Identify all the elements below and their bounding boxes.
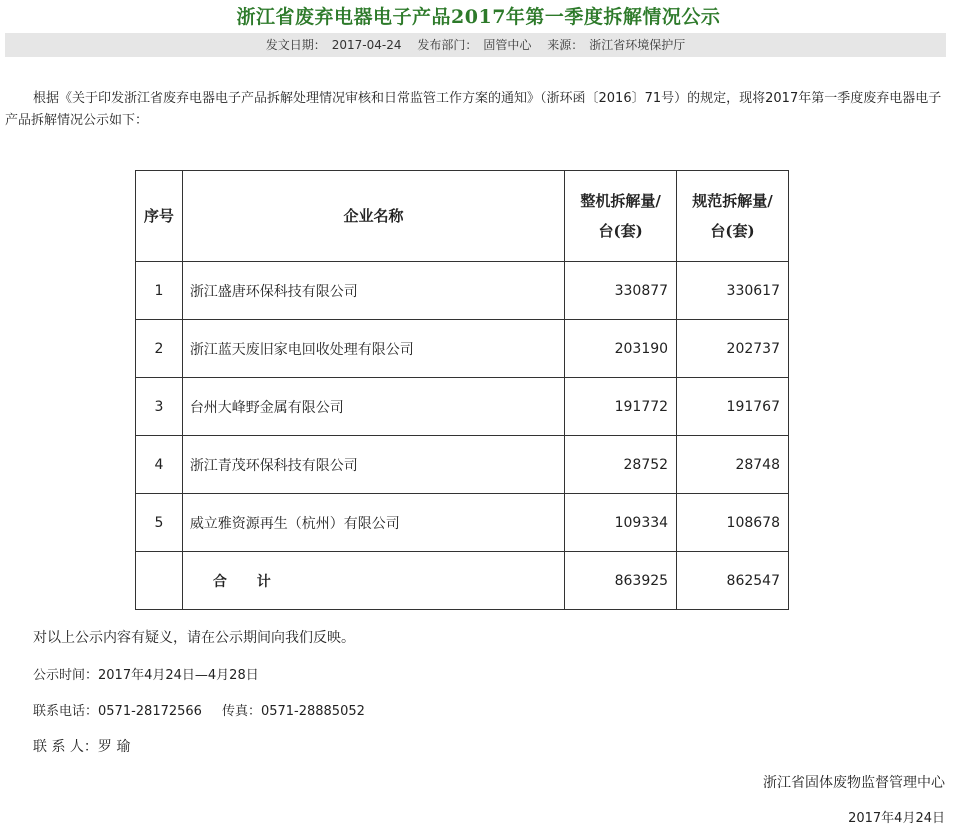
- header-company: 企业名称: [182, 171, 564, 262]
- dismantling-table: [135, 170, 789, 610]
- meta-bar: [5, 33, 946, 57]
- intro-paragraph: 根据《关于印发浙江省废弃电器电子产品拆解处理情况审核和日常监管工作方案的通知》（浙环函〔2016〕71号）的规定，现将2017年第一季度废弃电器电子产品拆解情况公示如下：: [5, 91, 942, 128]
- source: [544, 38, 688, 52]
- publish-date: [263, 38, 405, 52]
- department-label: 发布部门：: [417, 38, 478, 52]
- header-standard-line2: 台(套): [710, 222, 755, 240]
- row-standard: 108678: [677, 494, 789, 552]
- row-index: 4: [136, 436, 183, 494]
- page-title: 浙江省废弃电器电子产品2017年第一季度拆解情况公示: [236, 6, 721, 28]
- phone: 联系电话：0571-28172566: [33, 704, 202, 719]
- row-company: 浙江蓝天废旧家电回收处理有限公司: [182, 320, 564, 378]
- header-dismantled: [565, 171, 677, 262]
- row-index: 1: [136, 262, 183, 320]
- row-company: 浙江青茂环保科技有限公司: [182, 436, 564, 494]
- contact-person: 联 系 人：罗 瑜: [33, 739, 131, 755]
- source-value: 浙江省环境保护厅: [589, 38, 686, 52]
- total-label: 合计: [182, 552, 564, 610]
- contact-line: [33, 700, 365, 719]
- source-label: 来源：: [547, 38, 584, 52]
- row-standard: 28748: [677, 436, 789, 494]
- department-value: 固管中心: [483, 38, 532, 52]
- table-row: [136, 494, 789, 552]
- row-standard: 330617: [677, 262, 789, 320]
- row-standard: 191767: [677, 378, 789, 436]
- row-dismantled: 203190: [565, 320, 677, 378]
- feedback-note: 对以上公示内容有疑义，请在公示期间向我们反映。: [33, 630, 355, 646]
- table-row: [136, 378, 789, 436]
- header-index: 序号: [136, 171, 183, 262]
- signature-date: 2017年4月24日: [848, 811, 945, 826]
- total-dismantled: 863925: [565, 552, 677, 610]
- header-standard-line1: 规范拆解量/: [692, 192, 773, 210]
- fax: 传真：0571-28885052: [221, 704, 365, 719]
- row-company: 威立雅资源再生（杭州）有限公司: [182, 494, 564, 552]
- publish-date-value: 2017-04-24: [331, 38, 402, 52]
- row-index: 5: [136, 494, 183, 552]
- total-index-empty: [136, 552, 183, 610]
- table-row: [136, 262, 789, 320]
- department: [414, 38, 534, 52]
- row-dismantled: 28752: [565, 436, 677, 494]
- row-standard: 202737: [677, 320, 789, 378]
- row-dismantled: 330877: [565, 262, 677, 320]
- publish-date-label: 发文日期：: [265, 38, 326, 52]
- total-standard: 862547: [677, 552, 789, 610]
- row-company: 台州大峰野金属有限公司: [182, 378, 564, 436]
- total-row: [136, 552, 789, 610]
- row-index: 3: [136, 378, 183, 436]
- row-dismantled: 191772: [565, 378, 677, 436]
- signature-org: 浙江省固体废物监督管理中心: [763, 775, 945, 791]
- publicity-period: 公示时间：2017年4月24日—4月28日: [33, 668, 259, 683]
- table-row: [136, 320, 789, 378]
- header-standard: [677, 171, 789, 262]
- table-row: [136, 436, 789, 494]
- table-header-row: [136, 171, 789, 262]
- header-dismantled-line1: 整机拆解量/: [580, 192, 661, 210]
- header-dismantled-line2: 台(套): [598, 222, 643, 240]
- row-index: 2: [136, 320, 183, 378]
- row-company: 浙江盛唐环保科技有限公司: [182, 262, 564, 320]
- row-dismantled: 109334: [565, 494, 677, 552]
